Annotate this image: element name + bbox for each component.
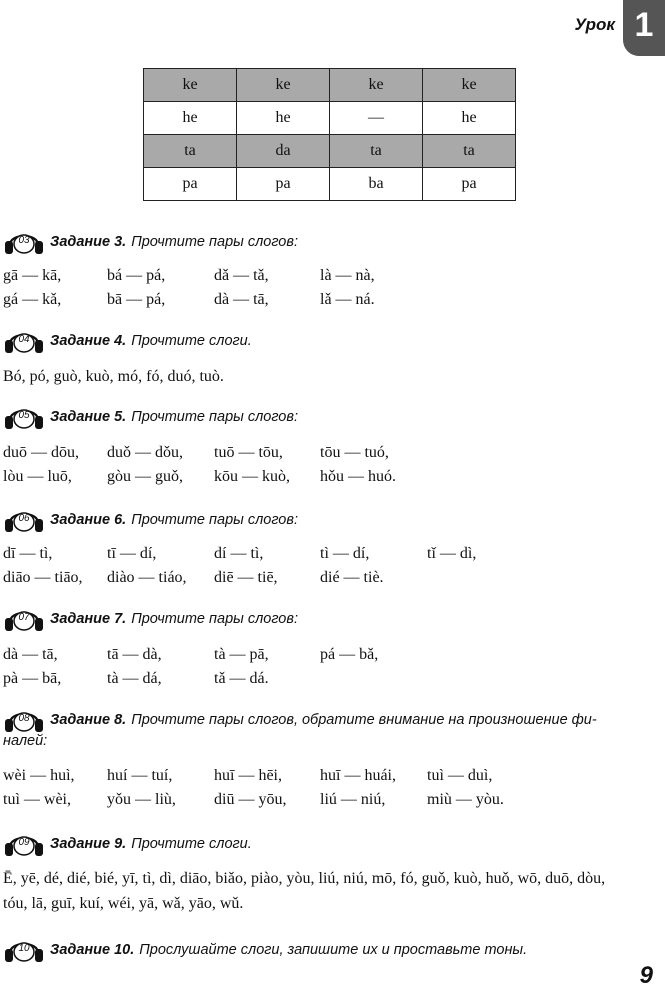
task-instruction: Прочтите пары слогов: bbox=[131, 409, 298, 425]
syllable-pair: diāo — tiāo, bbox=[3, 569, 83, 586]
headphones-icon[interactable] bbox=[4, 328, 44, 354]
task-title: Задание 9. bbox=[50, 836, 127, 852]
task-title: Задание 8. bbox=[50, 712, 127, 728]
syllable-pair: wèi — huì, bbox=[3, 767, 75, 784]
table-cell: ta bbox=[144, 135, 237, 168]
audio-track-number: 09 bbox=[18, 837, 30, 848]
table-row bbox=[144, 102, 516, 135]
audio-track-number: 08 bbox=[18, 713, 30, 724]
table-cell: pa bbox=[423, 168, 516, 201]
lesson-number-tab: 1 bbox=[623, 0, 665, 56]
syllable-table bbox=[143, 68, 516, 201]
page-number: 9 bbox=[639, 962, 653, 989]
syllable-line: Bó, pó, guò, kuò, mó, fó, duó, tuò. bbox=[3, 368, 224, 385]
headphones-icon[interactable] bbox=[4, 707, 44, 733]
syllable-pair: liú — niú, bbox=[320, 791, 386, 808]
syllable-pair: bā — pá, bbox=[107, 291, 166, 308]
syllable-pair: tā — dà, bbox=[107, 646, 162, 663]
task-8-instruction-cont bbox=[3, 733, 47, 749]
headphones-icon[interactable] bbox=[4, 404, 44, 430]
syllable-pair: hǒu — huó. bbox=[320, 468, 396, 485]
headphones-icon[interactable] bbox=[4, 606, 44, 632]
syllable-pair: tōu — tuó, bbox=[320, 444, 389, 461]
task-instruction: Прослушайте слоги, запишите их и проставьте тоны. bbox=[139, 942, 528, 958]
syllable-pair: huí — tuí, bbox=[107, 767, 173, 784]
syllable-pair: tà — dá, bbox=[107, 670, 162, 687]
task-title: Задание 7. bbox=[50, 611, 127, 627]
syllable-pair: tuō — tōu, bbox=[214, 444, 283, 461]
syllable-pair: gá — kǎ, bbox=[3, 291, 62, 308]
headphones-icon[interactable] bbox=[4, 229, 44, 255]
syllable-pair: dà — tā, bbox=[214, 291, 269, 308]
table-row bbox=[144, 69, 516, 102]
table-cell: ta bbox=[330, 135, 423, 168]
table-cell: pa bbox=[144, 168, 237, 201]
task-4-heading bbox=[4, 328, 252, 354]
task-title: Задание 3. bbox=[50, 234, 127, 250]
syllable-pair: bá — pá, bbox=[107, 267, 166, 284]
audio-track-number: 04 bbox=[18, 334, 30, 345]
table-row bbox=[144, 168, 516, 201]
syllable-pair: tuì — wèi, bbox=[3, 791, 71, 808]
task-title: Задание 10. bbox=[50, 942, 135, 958]
task-instruction: Прочтите пары слогов: bbox=[131, 611, 298, 627]
lesson-header bbox=[575, 0, 665, 58]
syllable-pair: tī — dí, bbox=[107, 545, 157, 562]
syllable-pair: là — nà, bbox=[320, 267, 375, 284]
syllable-pair: dī — tì, bbox=[3, 545, 53, 562]
syllable-pair: diào — tiáo, bbox=[107, 569, 187, 586]
syllable-pair: huī — hēi, bbox=[214, 767, 282, 784]
task-5-heading bbox=[4, 404, 298, 430]
table-cell: he bbox=[144, 102, 237, 135]
audio-track-number: 10 bbox=[18, 943, 30, 954]
syllable-pair: tì — dí, bbox=[320, 545, 370, 562]
syllable-pair: pá — bǎ, bbox=[320, 646, 379, 663]
task-title: Задание 4. bbox=[50, 333, 127, 349]
task-6-heading bbox=[4, 507, 298, 533]
task-10-heading bbox=[4, 937, 527, 963]
task-7-heading bbox=[4, 606, 298, 632]
syllable-pair: diē — tiē, bbox=[214, 569, 278, 586]
task-instruction: Прочтите слоги. bbox=[131, 333, 252, 349]
syllable-line: tóu, lā, guī, kuí, wéi, yā, wǎ, yāo, wǔ. bbox=[3, 895, 244, 912]
syllable-pair: kōu — kuò, bbox=[214, 468, 290, 485]
syllable-pair: dié — tiè. bbox=[320, 569, 384, 586]
audio-track-number: 03 bbox=[18, 235, 30, 246]
syllable-pair: gā — kā, bbox=[3, 267, 62, 284]
task-instruction: Прочтите пары слогов: bbox=[131, 512, 298, 528]
table-cell: he bbox=[237, 102, 330, 135]
syllable-pair: yǒu — liù, bbox=[107, 791, 176, 808]
syllable-pair: diū — yōu, bbox=[214, 791, 287, 808]
syllable-pair: tǎ — dá. bbox=[214, 670, 269, 687]
table-cell: — bbox=[330, 102, 423, 135]
syllable-pair: dà — tā, bbox=[3, 646, 58, 663]
syllable-paragraph bbox=[3, 866, 663, 916]
syllable-pair: tǐ — dì, bbox=[427, 545, 477, 562]
syllable-pair: dǎ — tǎ, bbox=[214, 267, 269, 284]
task-instruction: Прочтите пары слогов, обратите внимание на произношение фи- bbox=[131, 712, 597, 728]
task-3-heading bbox=[4, 229, 298, 255]
table-cell: pa bbox=[237, 168, 330, 201]
syllable-pair: pà — bā, bbox=[3, 670, 62, 687]
table-cell: ta bbox=[423, 135, 516, 168]
audio-track-number: 07 bbox=[18, 612, 30, 623]
table-cell: ke bbox=[144, 69, 237, 102]
syllable-pair: lòu — luō, bbox=[3, 468, 72, 485]
table-row bbox=[144, 135, 516, 168]
table-cell: he bbox=[423, 102, 516, 135]
task-title: Задание 5. bbox=[50, 409, 127, 425]
task-title: Задание 6. bbox=[50, 512, 127, 528]
task-instruction: Прочтите пары слогов: bbox=[131, 234, 298, 250]
table-cell: da bbox=[237, 135, 330, 168]
audio-track-number: 06 bbox=[18, 513, 30, 524]
syllable-pair: huī — huái, bbox=[320, 767, 396, 784]
lesson-word: Урок bbox=[574, 15, 615, 34]
syllable-pair: tuì — duì, bbox=[427, 767, 493, 784]
syllable-pair: dí — tì, bbox=[214, 545, 264, 562]
syllable-line: Ē, yē, dé, dié, bié, yī, tì, dì, diāo, biǎo, piào, yòu, liú, niú, mō, fó, guǒ, kuò, huǒ, wō, duō, dòu, bbox=[3, 870, 606, 887]
headphones-icon[interactable] bbox=[4, 937, 44, 963]
table-cell: ba bbox=[330, 168, 423, 201]
table-cell: ke bbox=[237, 69, 330, 102]
syllable-pair: miù — yòu. bbox=[427, 791, 504, 808]
headphones-icon[interactable] bbox=[4, 831, 44, 857]
task-instruction-continued: налей: bbox=[3, 733, 48, 749]
syllable-pair: duǒ — dǒu, bbox=[107, 444, 183, 461]
headphones-icon[interactable] bbox=[4, 507, 44, 533]
task-9-heading bbox=[4, 831, 252, 857]
table-cell: ke bbox=[330, 69, 423, 102]
task-8-heading bbox=[4, 707, 597, 733]
syllable-pair: gòu — guǒ, bbox=[107, 468, 183, 485]
syllable-pair: tà — pā, bbox=[214, 646, 269, 663]
audio-track-number: 05 bbox=[18, 410, 30, 421]
syllable-pair: lǎ — ná. bbox=[320, 291, 375, 308]
task-instruction: Прочтите слоги. bbox=[131, 836, 252, 852]
syllable-pair: duō — dōu, bbox=[3, 444, 79, 461]
table-cell: ke bbox=[423, 69, 516, 102]
